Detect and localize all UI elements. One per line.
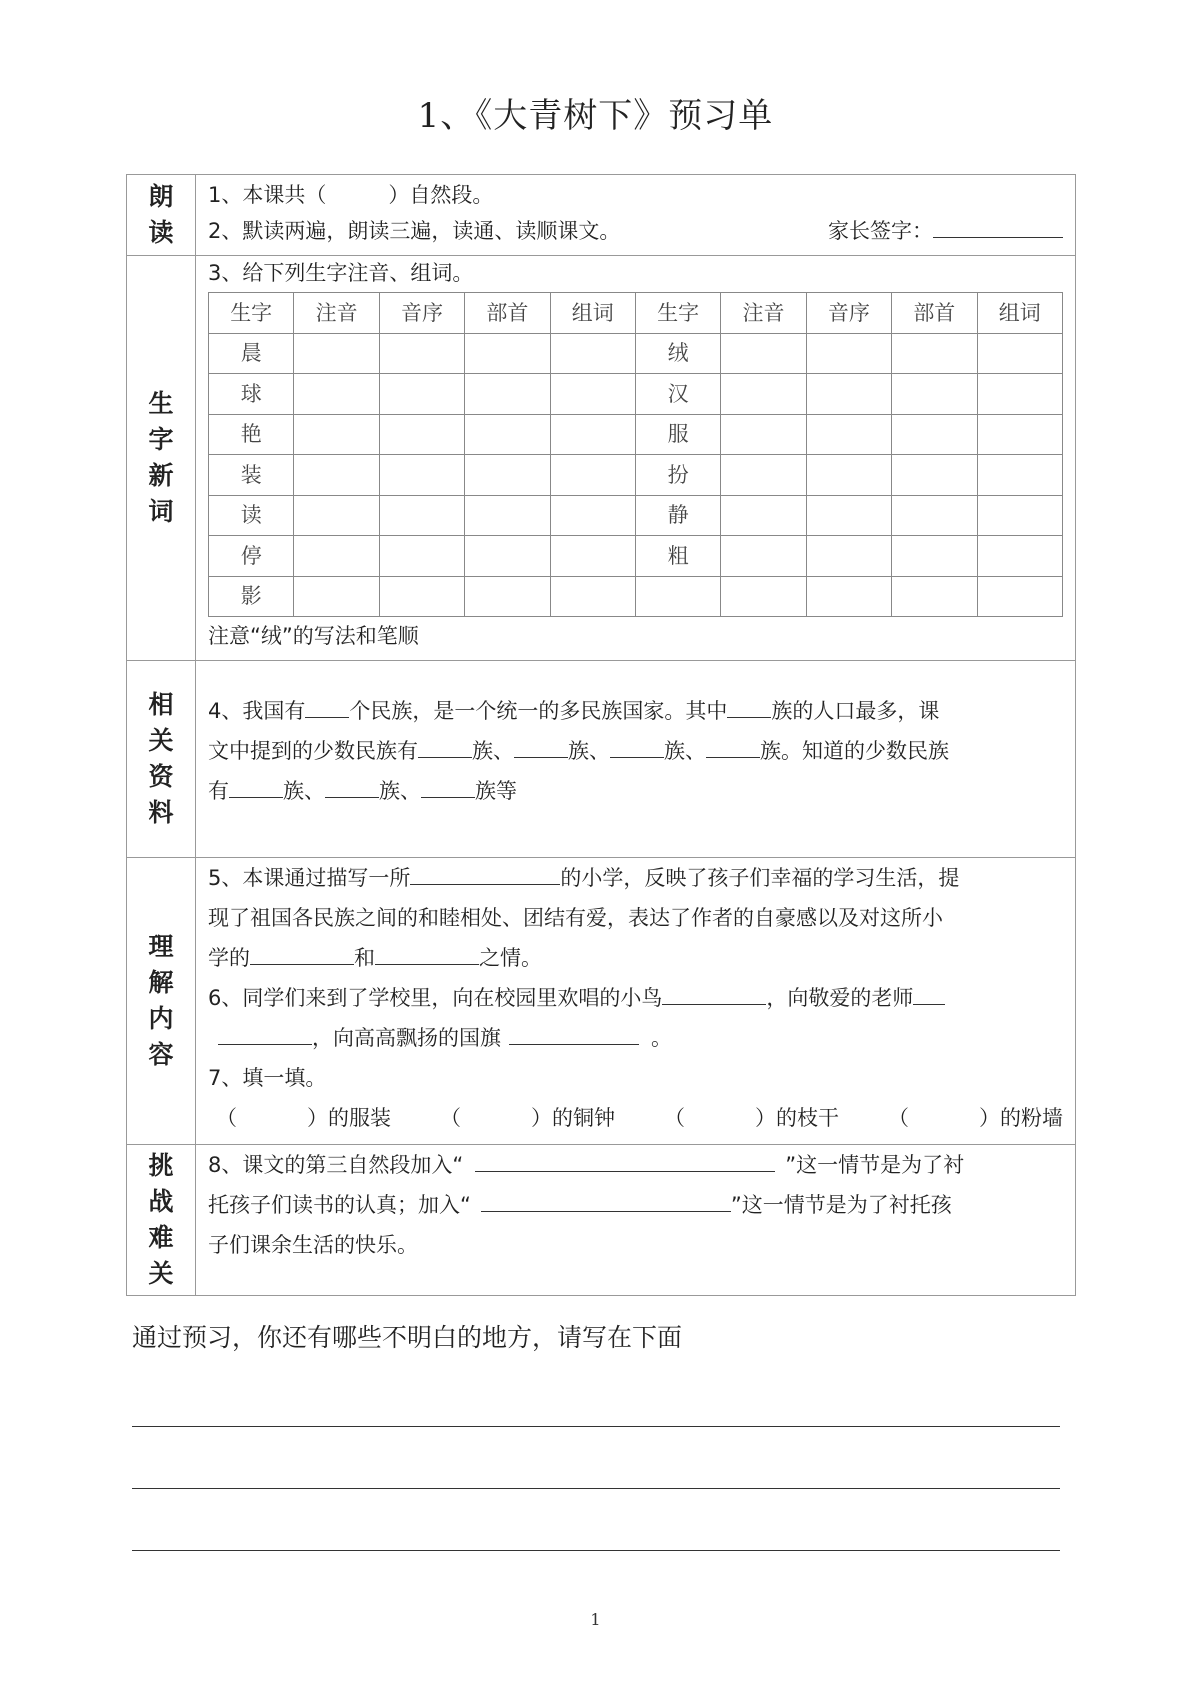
header-cell: 组词 xyxy=(977,293,1062,334)
character-cell: 扮 xyxy=(635,455,720,496)
answer-cell[interactable] xyxy=(379,333,464,374)
parent-signature-label: 家长签字： xyxy=(828,219,933,243)
q6-blank[interactable] xyxy=(913,980,945,1005)
character-cell: 球 xyxy=(209,374,294,415)
q8-text: ”这一情节是为了衬托孩 xyxy=(730,1193,952,1217)
answer-cell[interactable] xyxy=(977,414,1062,455)
answer-cell[interactable] xyxy=(977,495,1062,536)
answer-cell[interactable] xyxy=(977,374,1062,415)
q4-text: 有 xyxy=(208,779,229,803)
q4-blank[interactable] xyxy=(514,733,568,758)
answer-cell[interactable] xyxy=(550,455,635,496)
q1-text-a: 1、本课共（ xyxy=(208,183,327,207)
section-label-reading xyxy=(127,175,196,256)
question-2 xyxy=(208,213,1063,249)
character-table-row xyxy=(209,536,1063,577)
character-table xyxy=(208,292,1063,617)
q4-blank[interactable] xyxy=(421,773,475,798)
question-4-line-1 xyxy=(208,691,1063,731)
answer-cell[interactable] xyxy=(806,414,891,455)
character-cell: 服 xyxy=(635,414,720,455)
answer-cell[interactable] xyxy=(721,374,806,415)
parent-signature-field[interactable] xyxy=(933,213,1063,238)
questions-prompt: 通过预习，你还有哪些不明白的地方，请写在下面 xyxy=(132,1323,683,1352)
q4-text: 族的人口最多，课 xyxy=(771,699,940,723)
header-cell: 音序 xyxy=(379,293,464,334)
answer-cell[interactable] xyxy=(550,333,635,374)
character-table-header xyxy=(209,293,1063,334)
answer-cell[interactable] xyxy=(465,455,550,496)
answer-cell[interactable] xyxy=(721,414,806,455)
question-1 xyxy=(208,177,1063,213)
q4-blank-count[interactable] xyxy=(305,693,349,718)
answer-line-3[interactable] xyxy=(132,1550,1060,1551)
answer-cell[interactable] xyxy=(892,495,977,536)
label-char: 资 xyxy=(148,762,174,791)
header-cell: 注音 xyxy=(721,293,806,334)
character-cell: 绒 xyxy=(635,333,720,374)
stroke-order-note: 注意“绒”的写法和笔顺 xyxy=(208,624,419,648)
character-table-row xyxy=(209,455,1063,496)
q4-text: 族、 xyxy=(664,739,706,763)
q7-open-paren: （ xyxy=(888,1106,909,1130)
q4-blank[interactable] xyxy=(418,733,472,758)
q7-item-text: ）的枝干 xyxy=(755,1106,839,1130)
answer-cell[interactable] xyxy=(550,576,635,617)
question-6-line-1 xyxy=(208,978,1063,1018)
answer-cell[interactable] xyxy=(892,374,977,415)
answer-line-1[interactable] xyxy=(132,1426,1060,1427)
q4-text: 族、 xyxy=(283,779,325,803)
page-number: 1 xyxy=(590,1610,601,1629)
question-5-line-3 xyxy=(208,938,1063,978)
q7-open-paren: （ xyxy=(664,1106,685,1130)
label-char: 新 xyxy=(148,461,174,490)
section-understanding xyxy=(127,858,1076,1145)
answer-cell[interactable] xyxy=(806,333,891,374)
question-4-line-3 xyxy=(208,771,1063,811)
answer-cell[interactable] xyxy=(550,374,635,415)
answer-cell[interactable] xyxy=(806,374,891,415)
label-char: 关 xyxy=(148,726,174,755)
label-char: 关 xyxy=(148,1259,174,1288)
q5-blank[interactable] xyxy=(250,940,354,965)
q7-item xyxy=(216,1098,391,1138)
label-char: 生 xyxy=(148,389,174,418)
question-5-line-1 xyxy=(208,858,1063,898)
label-char: 理 xyxy=(148,932,174,961)
answer-cell[interactable] xyxy=(721,333,806,374)
q6-text: 6、同学们来到了学校里，向在校园里欢唱的小鸟 xyxy=(208,986,663,1010)
character-table-row xyxy=(209,414,1063,455)
answer-line-2[interactable] xyxy=(132,1488,1060,1489)
q4-text: 4、我国有 xyxy=(208,699,306,723)
q4-blank[interactable] xyxy=(325,773,379,798)
answer-cell[interactable] xyxy=(806,536,891,577)
label-char: 内 xyxy=(148,1004,174,1033)
answer-cell[interactable] xyxy=(550,414,635,455)
q4-text: 个民族，是一个统一的多民族国家。其中 xyxy=(349,699,728,723)
q4-text: 族等 xyxy=(475,779,517,803)
answer-cell[interactable] xyxy=(379,374,464,415)
answer-cell[interactable] xyxy=(721,495,806,536)
label-char: 词 xyxy=(148,497,174,526)
answer-cell[interactable] xyxy=(379,536,464,577)
q8-text: 8、课文的第三自然段加入“ xyxy=(208,1153,464,1177)
answer-cell[interactable] xyxy=(294,333,379,374)
character-cell xyxy=(635,576,720,617)
section-label-related xyxy=(127,661,196,858)
section-label-understanding xyxy=(127,858,196,1145)
header-cell: 组词 xyxy=(550,293,635,334)
q4-text: 文中提到的少数民族有 xyxy=(208,739,418,763)
answer-cell[interactable] xyxy=(721,536,806,577)
answer-cell[interactable] xyxy=(465,333,550,374)
character-cell: 装 xyxy=(209,455,294,496)
label-char: 容 xyxy=(148,1040,174,1069)
label-char: 解 xyxy=(148,968,174,997)
answer-cell[interactable] xyxy=(294,414,379,455)
q5-text: 的小学，反映了孩子们幸福的学习生活，提 xyxy=(560,866,960,890)
section-challenge xyxy=(127,1145,1076,1296)
question-8-line-3: 子们课余生活的快乐。 xyxy=(208,1233,418,1257)
worksheet-title: 1、《大青树下》预习单 xyxy=(417,96,774,136)
q4-blank-largest[interactable] xyxy=(727,693,771,718)
header-cell: 生字 xyxy=(635,293,720,334)
answer-cell[interactable] xyxy=(892,333,977,374)
question-5-line-2: 现了祖国各民族之间的和睦相处、团结有爱，表达了作者的自豪感以及对这所小 xyxy=(208,906,943,930)
question-6-line-2 xyxy=(208,1018,1063,1058)
header-cell: 生字 xyxy=(209,293,294,334)
character-cell: 静 xyxy=(635,495,720,536)
character-cell: 晨 xyxy=(209,333,294,374)
answer-cell[interactable] xyxy=(465,576,550,617)
q8-text: 托孩子们读书的认真；加入“ xyxy=(208,1193,471,1217)
answer-cell[interactable] xyxy=(892,414,977,455)
answer-cell[interactable] xyxy=(892,455,977,496)
answer-cell[interactable] xyxy=(465,495,550,536)
q6-text: ，向高高飘扬的国旗 xyxy=(312,1026,501,1050)
answer-cell[interactable] xyxy=(465,414,550,455)
q6-text: ，向敬爱的老师 xyxy=(766,986,914,1010)
answer-cell[interactable] xyxy=(550,495,635,536)
q7-open-paren: （ xyxy=(440,1106,461,1130)
q8-blank-fun[interactable] xyxy=(481,1187,731,1212)
q8-text: ”这一情节是为了衬 xyxy=(785,1153,965,1177)
q7-item xyxy=(664,1098,839,1138)
character-cell: 粗 xyxy=(635,536,720,577)
answer-cell[interactable] xyxy=(892,576,977,617)
q6-blank[interactable] xyxy=(662,980,766,1005)
label-char: 字 xyxy=(148,425,174,454)
character-table-row xyxy=(209,576,1063,617)
q2-text: 2、默读两遍，朗读三遍，读通、读顺课文。 xyxy=(208,219,621,243)
q6-blank[interactable] xyxy=(509,1020,639,1045)
q5-text: 和 xyxy=(354,946,375,970)
q1-text-b: ）自然段。 xyxy=(388,183,494,207)
answer-cell[interactable] xyxy=(465,536,550,577)
answer-cell[interactable] xyxy=(465,374,550,415)
label-char: 读 xyxy=(148,218,174,247)
question-7: 7、填一填。 xyxy=(208,1066,327,1090)
q8-blank-reading[interactable] xyxy=(475,1147,775,1172)
header-cell: 部首 xyxy=(892,293,977,334)
label-char: 相 xyxy=(148,690,174,719)
answer-cell[interactable] xyxy=(294,576,379,617)
q7-item xyxy=(440,1098,615,1138)
answer-cell[interactable] xyxy=(550,536,635,577)
section-label-new-words xyxy=(127,256,196,661)
answer-cell[interactable] xyxy=(806,455,891,496)
q7-open-paren: （ xyxy=(216,1106,237,1130)
q4-blank[interactable] xyxy=(610,733,664,758)
q4-blank[interactable] xyxy=(229,773,283,798)
q5-text: 之情。 xyxy=(479,946,542,970)
answer-cell[interactable] xyxy=(294,495,379,536)
label-char: 朗 xyxy=(148,182,174,211)
answer-cell[interactable] xyxy=(379,576,464,617)
q7-item-text: ）的粉墙 xyxy=(979,1106,1063,1130)
character-cell: 艳 xyxy=(209,414,294,455)
answer-cell[interactable] xyxy=(379,455,464,496)
character-cell: 汉 xyxy=(635,374,720,415)
label-char: 料 xyxy=(148,798,174,827)
answer-cell[interactable] xyxy=(806,495,891,536)
answer-cell[interactable] xyxy=(977,576,1062,617)
q4-text: 族。知道的少数民族 xyxy=(760,739,949,763)
question-8-line-1 xyxy=(208,1145,1063,1185)
section-new-words xyxy=(127,256,1076,661)
q6-blank[interactable] xyxy=(218,1020,312,1045)
answer-cell[interactable] xyxy=(806,576,891,617)
answer-cell[interactable] xyxy=(379,414,464,455)
answer-cell[interactable] xyxy=(294,374,379,415)
header-cell: 注音 xyxy=(294,293,379,334)
label-char: 战 xyxy=(148,1187,174,1216)
answer-cell[interactable] xyxy=(721,576,806,617)
q4-blank[interactable] xyxy=(706,733,760,758)
q5-text: 5、本课通过描写一所 xyxy=(208,866,411,890)
header-cell: 音序 xyxy=(806,293,891,334)
section-label-challenge xyxy=(127,1145,196,1296)
q7-item-text: ）的铜钟 xyxy=(531,1106,615,1130)
answer-cell[interactable] xyxy=(294,536,379,577)
answer-cell[interactable] xyxy=(977,333,1062,374)
question-8-line-2 xyxy=(208,1185,1063,1225)
q6-text: 。 xyxy=(651,1026,672,1050)
q5-text: 学的 xyxy=(208,946,250,970)
label-char: 挑 xyxy=(148,1151,174,1180)
q5-blank[interactable] xyxy=(375,940,479,965)
section-reading xyxy=(127,175,1076,256)
question-4-line-2 xyxy=(208,731,1063,771)
answer-cell[interactable] xyxy=(379,495,464,536)
character-table-row xyxy=(209,495,1063,536)
answer-cell[interactable] xyxy=(294,455,379,496)
question-7-items xyxy=(208,1098,1063,1138)
q7-item-text: ）的服装 xyxy=(307,1106,391,1130)
q5-blank-school[interactable] xyxy=(410,860,560,885)
answer-cell[interactable] xyxy=(977,536,1062,577)
question-3: 3、给下列生字注音、组词。 xyxy=(208,261,474,285)
worksheet-table xyxy=(126,174,1076,1296)
q7-item xyxy=(888,1098,1063,1138)
answer-cell[interactable] xyxy=(721,455,806,496)
section-related xyxy=(127,661,1076,858)
answer-cell[interactable] xyxy=(892,536,977,577)
q4-text: 族、 xyxy=(379,779,421,803)
answer-cell[interactable] xyxy=(977,455,1062,496)
q4-text: 族、 xyxy=(472,739,514,763)
character-table-row xyxy=(209,374,1063,415)
header-cell: 部首 xyxy=(465,293,550,334)
label-char: 难 xyxy=(148,1223,174,1252)
character-cell: 读 xyxy=(209,495,294,536)
character-cell: 停 xyxy=(209,536,294,577)
character-table-row xyxy=(209,333,1063,374)
character-cell: 影 xyxy=(209,576,294,617)
q4-text: 族、 xyxy=(568,739,610,763)
